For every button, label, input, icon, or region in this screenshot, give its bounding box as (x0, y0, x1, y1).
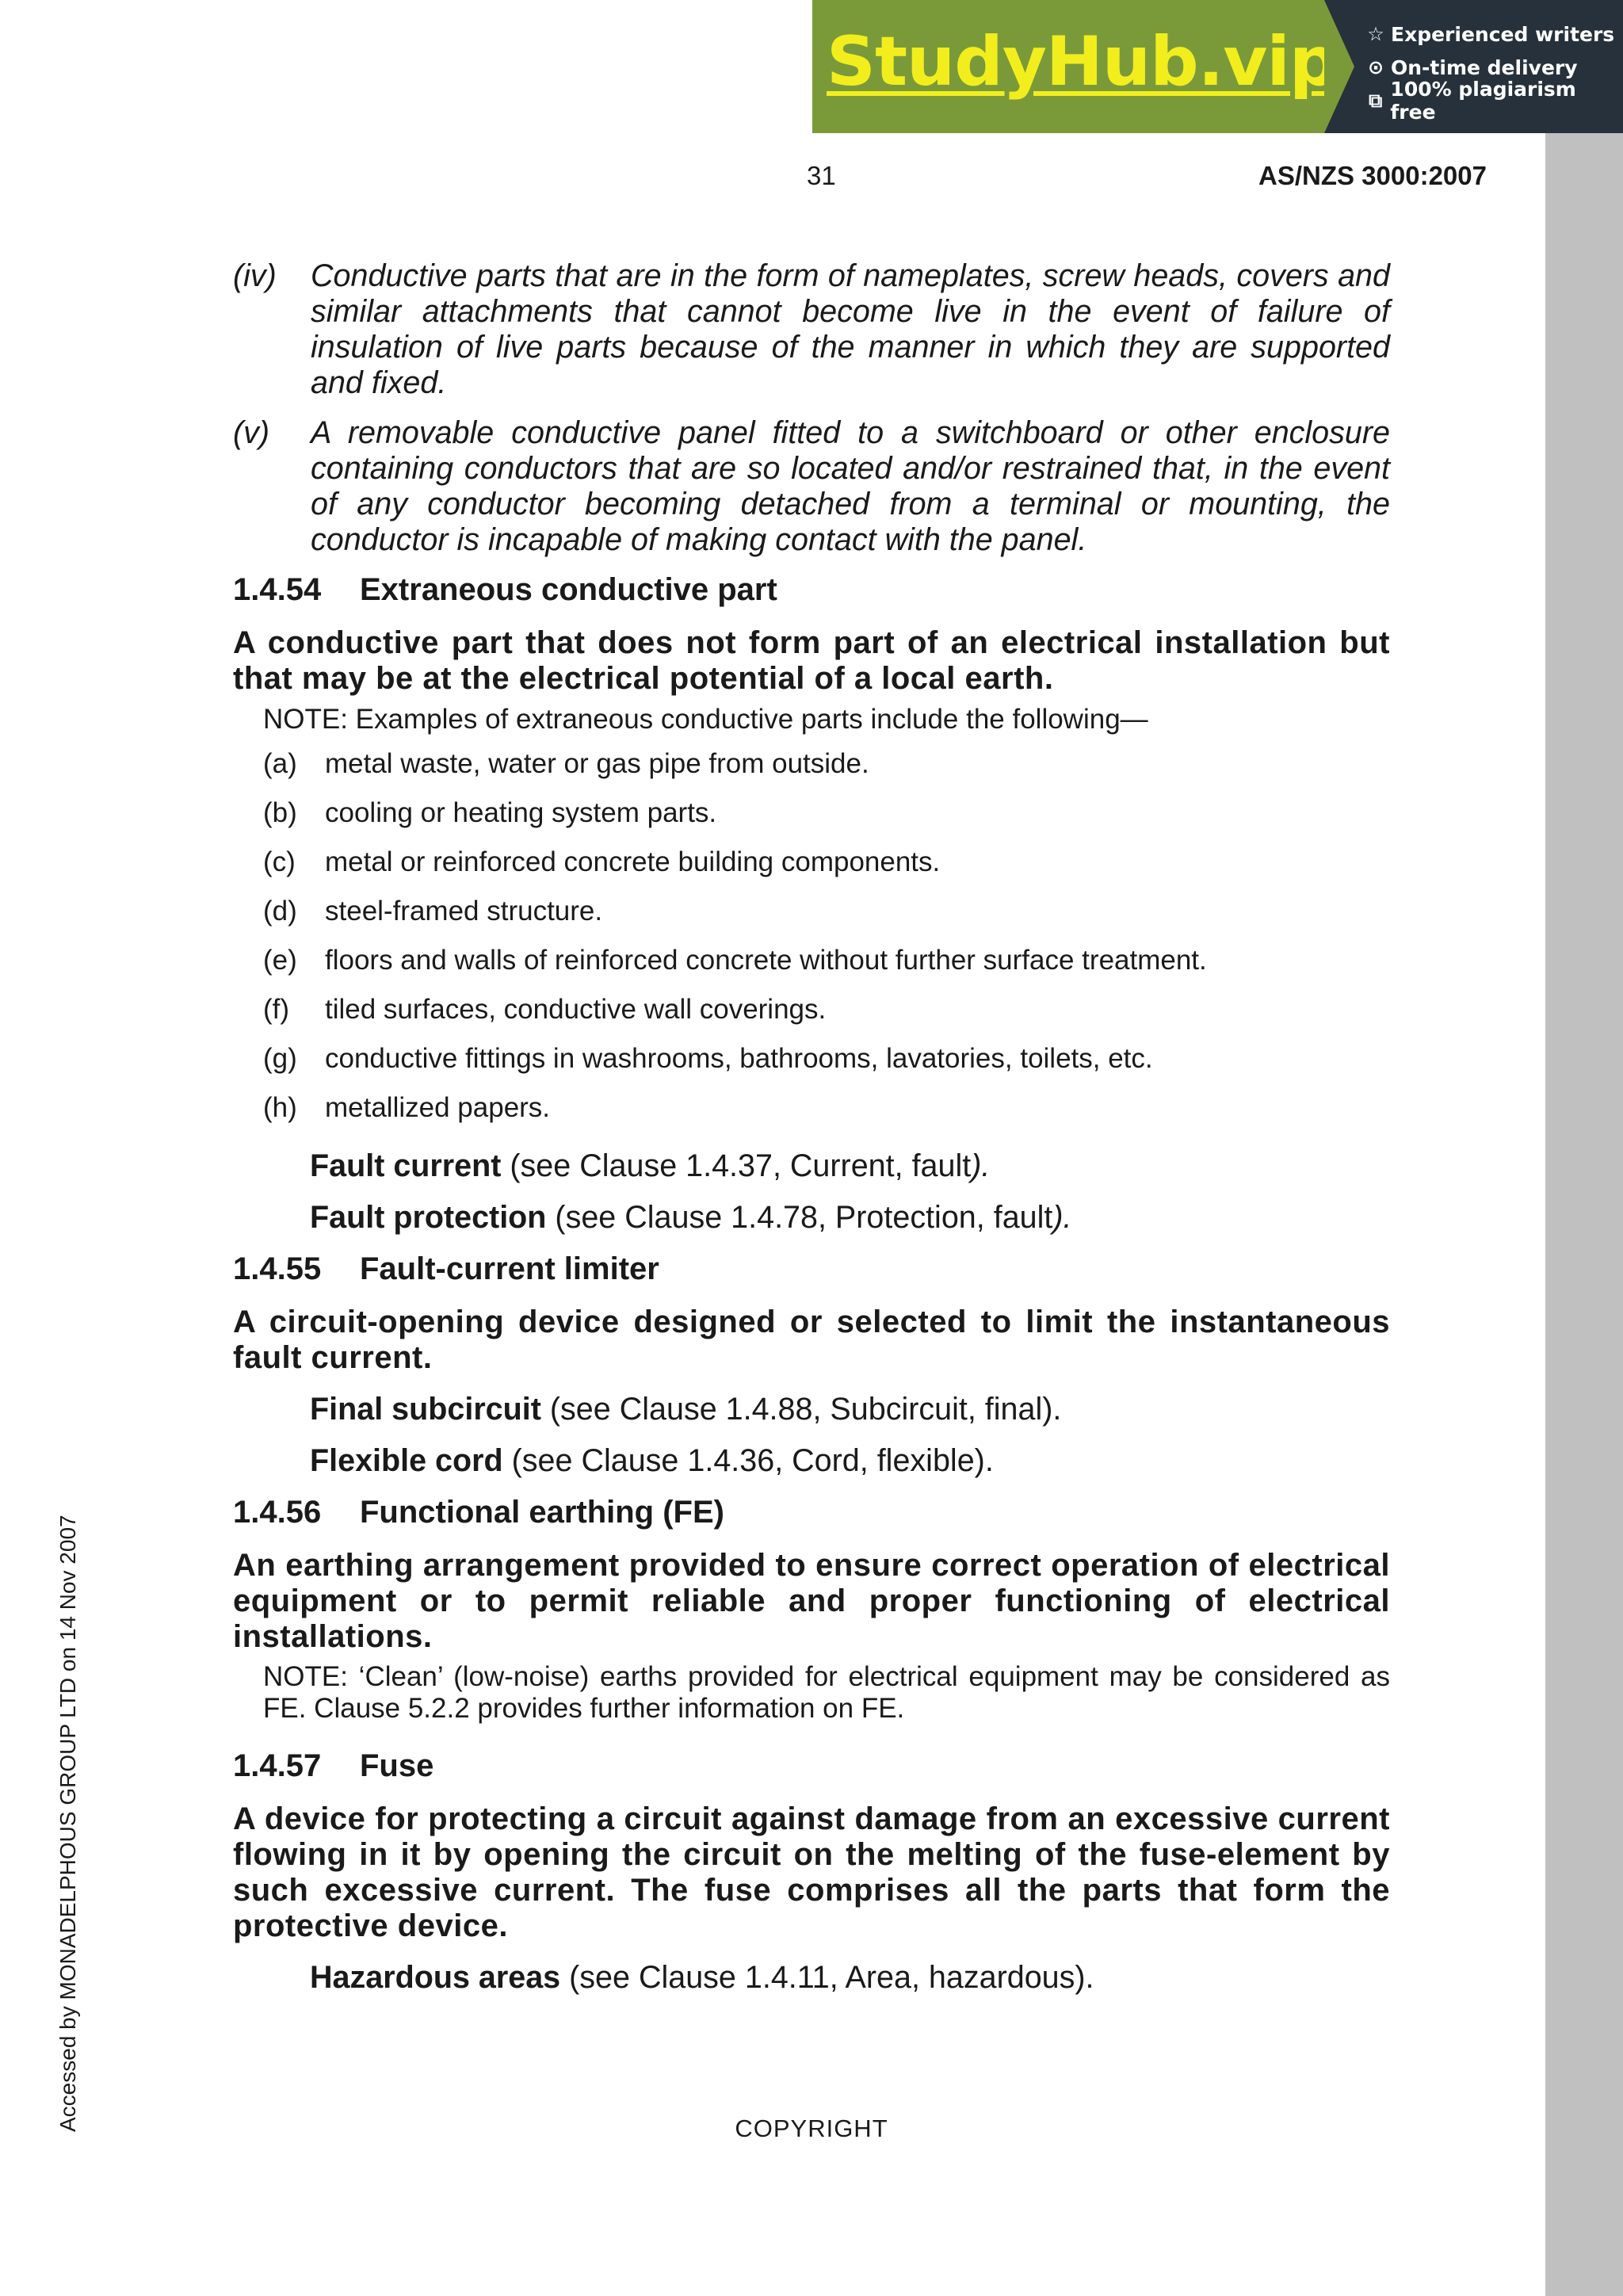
item-label: (d) (263, 896, 297, 926)
feature-label: 100% plagiarism free (1390, 78, 1576, 124)
clause-note: NOTE: ‘Clean’ (low-noise) earths provided for electrical equipment may be considered as FE. Clause 5.2.2 provides further information on FE. (263, 1661, 1390, 1724)
item-text: tiled surfaces, conductive wall coverings. (325, 994, 827, 1025)
clock-icon: ⊙ (1367, 56, 1384, 78)
feature-label: On-time delivery (1391, 55, 1578, 79)
list-item (263, 993, 1390, 1026)
list-item (263, 944, 1390, 977)
cross-reference (310, 1200, 1390, 1236)
item-label: (v) (233, 415, 270, 450)
clause-title: Extraneous conductive part (360, 572, 777, 607)
item-text: floors and walls of reinforced concrete without further surface treatment. (325, 945, 1207, 976)
xref-text: (see Clause 1.4.78, Protection, fault (546, 1200, 1053, 1235)
xref-text: (see Clause 1.4.11, Area, hazardous). (560, 1960, 1094, 1995)
list-item (263, 747, 1390, 781)
item-text: A removable conductive panel fitted to a switchboard or other enclosure containing conductors that are so located and/or restrained that, in the event of any conductor becoming detached from a terminal or mounting, the conductor is incapable of making contact with the panel. (311, 415, 1390, 557)
list-item (263, 846, 1390, 879)
list-item (263, 797, 1390, 830)
item-label: (g) (263, 1043, 297, 1074)
xref-tail: ). (971, 1148, 991, 1183)
standard-reference: AS/NZS 3000:2007 (1258, 161, 1487, 190)
access-note: Accessed by MONADELPHOUS GROUP LTD on 14 Nov 2007 (55, 1515, 80, 2132)
item-label: (a) (263, 748, 297, 779)
item-label: (b) (263, 797, 297, 828)
cross-reference (310, 1960, 1390, 1996)
copy-icon: ⧉ (1369, 90, 1383, 112)
xref-term: Flexible cord (310, 1443, 503, 1478)
xref-text: (see Clause 1.4.88, Subcircuit, final). (540, 1392, 1062, 1427)
clause-definition: A conductive part that does not form part of an electrical installation but that may be at the electrical potential of a local earth. (233, 625, 1390, 696)
clause-heading (233, 1495, 1390, 1530)
examples-list (263, 747, 1390, 1125)
item-label: (c) (263, 846, 296, 877)
list-item (263, 1091, 1390, 1125)
xref-text: (see Clause 1.4.37, Current, fault (501, 1148, 972, 1183)
banner-features (1324, 0, 1623, 133)
studyhub-banner[interactable] (812, 0, 1623, 133)
studyhub-logo[interactable] (812, 0, 1338, 133)
item-text: steel-framed structure. (325, 896, 603, 926)
clause-title: Fuse (360, 1748, 434, 1783)
feature-label: Experienced writers (1391, 22, 1615, 46)
clause-heading (233, 1251, 1390, 1287)
clause-title: Functional earthing (FE) (360, 1495, 724, 1530)
xref-term: Final subcircuit (310, 1392, 541, 1427)
logo-text: StudyHub.vip (827, 22, 1338, 101)
list-item (233, 415, 1390, 558)
clause-number: 1.4.56 (233, 1495, 322, 1530)
list-item (263, 1042, 1390, 1075)
xref-term: Fault protection (310, 1200, 547, 1235)
item-text: metallized papers. (325, 1092, 551, 1123)
list-item (263, 895, 1390, 928)
side-margin-bar (1545, 0, 1623, 2296)
item-text: metal or reinforced concrete building components. (325, 846, 941, 877)
document-body (233, 258, 1390, 2011)
item-text: Conductive parts that are in the form of nameplates, screw heads, covers and similar attachments that cannot become live in the event of failure of insulation of live parts because of the manner in which they are supported and fixed. (311, 258, 1390, 400)
clause-number: 1.4.55 (233, 1251, 322, 1286)
item-label: (h) (263, 1092, 297, 1123)
item-text: metal waste, water or gas pipe from outside. (325, 748, 869, 779)
cross-reference (310, 1443, 1390, 1479)
xref-text: (see Clause 1.4.36, Cord, flexible). (502, 1443, 994, 1478)
copyright-footer: COPYRIGHT (735, 2115, 888, 2142)
list-item (233, 258, 1390, 401)
clause-title: Fault-current limiter (360, 1251, 659, 1286)
feature-item (1365, 17, 1623, 51)
banner-arrow (1324, 0, 1354, 133)
star-icon: ☆ (1367, 23, 1384, 45)
xref-term: Fault current (310, 1148, 502, 1183)
clause-note: NOTE: Examples of extraneous conductive parts include the following— (263, 704, 1148, 735)
item-label: (e) (263, 945, 297, 976)
item-text: conductive fittings in washrooms, bathrooms, lavatories, toilets, etc. (325, 1043, 1153, 1074)
clause-number: 1.4.57 (233, 1748, 322, 1783)
cross-reference (310, 1148, 1390, 1184)
page-number: 31 (807, 161, 836, 190)
clause-definition: A circuit-opening device designed or selected to limit the instantaneous fault current. (233, 1305, 1390, 1375)
clause-definition: An earthing arrangement provided to ensure correct operation of electrical equipment or to permit reliable and proper functioning of electrical installations. (233, 1548, 1390, 1654)
xref-term: Hazardous areas (310, 1960, 561, 1995)
cross-reference (310, 1392, 1390, 1427)
clause-number: 1.4.54 (233, 572, 322, 607)
clause-definition: A device for protecting a circuit against damage from an excessive current flowing in it by opening the circuit on the melting of the fuse-element by such excessive current. The fuse comprises all the parts that form the protective device. (233, 1801, 1390, 1943)
item-label: (f) (263, 994, 290, 1025)
item-label: (iv) (233, 258, 277, 293)
item-text: cooling or heating system parts. (325, 797, 717, 828)
clause-heading (233, 1748, 1390, 1784)
clause-heading (233, 572, 1390, 608)
xref-tail: ). (1052, 1200, 1072, 1235)
feature-item (1365, 78, 1623, 124)
